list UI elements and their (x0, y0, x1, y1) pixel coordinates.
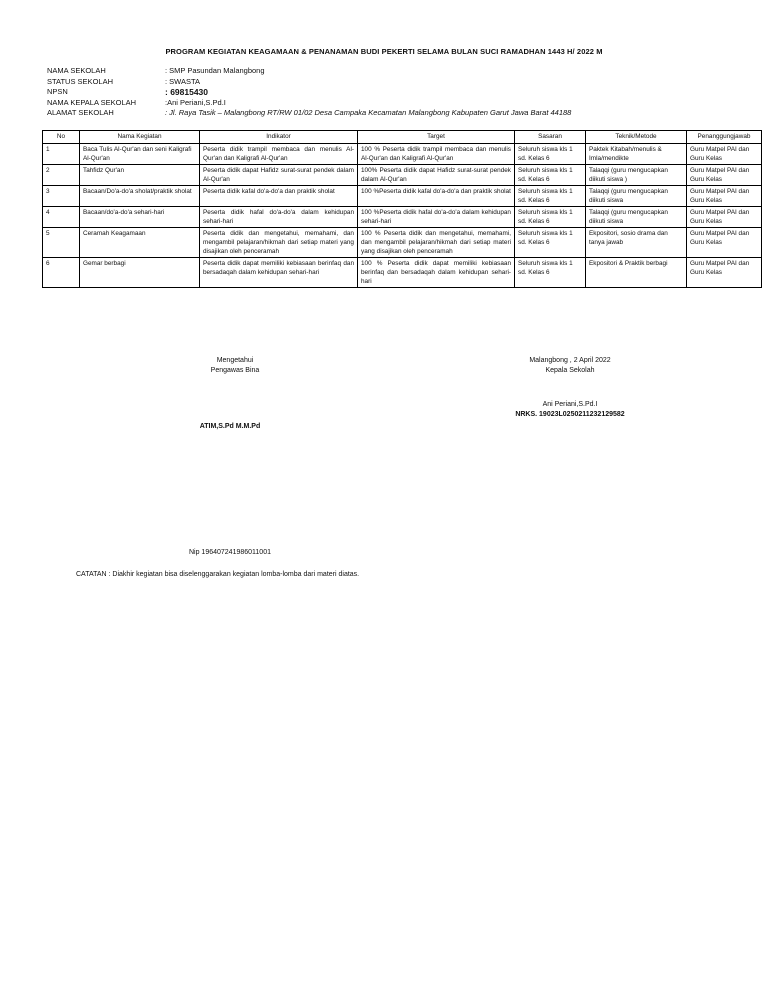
cell-no: 3 (43, 186, 80, 207)
cell-audience: Seluruh siswa kls 1 sd. Kelas 6 (515, 258, 586, 288)
cell-activity: Gemar berbagi (80, 258, 200, 288)
document-title: PROGRAM KEGIATAN KEAGAMAAN & PENANAMAN BUDI PEKERTI SELAMA BULAN SUCI RAMADHAN 1443 H/ 2022 M (165, 47, 603, 56)
cell-responsible: Guru Matpel PAI dan Guru Kelas (687, 165, 762, 186)
cell-indicator: Peserta didik dan mengetahui, memahami, dan mengambil pelajaran/hikmah dari setiap materi yang disajikan oleh penceramah (200, 228, 358, 258)
info-label: NPSN (47, 87, 68, 96)
cell-audience: Seluruh siswa kls 1 sd. Kelas 6 (515, 186, 586, 207)
table-row (43, 228, 762, 258)
cell-method: Ekpositori, sosio drama dan tanya jawab (586, 228, 687, 258)
info-row-principal (47, 98, 571, 109)
cell-activity: Baca Tulis Al-Qur'an dan seni Kaligrafi Al-Qur'an (80, 144, 200, 165)
info-value: : SMP Pasundan Malangbong (165, 66, 265, 75)
column-header: Target (358, 131, 515, 144)
cell-target: 100 % Peserta didik trampil membaca dan menulis Al-Qur'an dan Kaligrafi Al-Qur'an (358, 144, 515, 165)
cell-indicator: Peserta didik hafal do'a-do'a dalam kehidupan sehari-hari (200, 207, 358, 228)
table-row (43, 165, 762, 186)
sign-place-date: Malangbong , 2 April 2022 (529, 357, 611, 364)
supervisor-acknowledgement: Mengetahui (216, 357, 254, 364)
cell-responsible: Guru Matpel PAI dan Guru Kelas (687, 144, 762, 165)
cell-activity: Ceramah Keagamaan (80, 228, 200, 258)
cell-no: 5 (43, 228, 80, 258)
cell-target: 100 % Peserta didik dapat memiliki kebiasaan berinfaq dan bersadaqah dalam kehidupan sehari-hari (358, 258, 515, 288)
info-value: :Ani Periani,S.Pd.I (165, 97, 226, 107)
cell-no: 1 (43, 144, 80, 165)
supervisor-nip: Nip 196407241986011001 (188, 549, 271, 556)
principal-title: Kepala Sekolah (545, 367, 595, 374)
cell-target: 100 %Peserta didik hafal do'a-do'a dalam kehidupan sehari-hari (358, 207, 515, 228)
info-value: : SWASTA (165, 76, 201, 86)
cell-activity: Bacaan/do'a-do'a sehari-hari (80, 207, 200, 228)
cell-responsible: Guru Matpel PAI dan Guru Kelas (687, 228, 762, 258)
cell-responsible: Guru Matpel PAI dan Guru Kelas (687, 186, 762, 207)
info-label: ALAMAT SEKOLAH (47, 108, 114, 117)
column-header: Penanggungjawab (687, 131, 762, 144)
cell-method: Talaqqi (guru mengucapkan diikuti siswa ) (586, 165, 687, 186)
cell-no: 4 (43, 207, 80, 228)
info-value: : Jl. Raya Tasik – Malangbong RT/RW 01/02 Desa Campaka Kecamatan Malangbong Kabupaten Garut Jawa Barat 44188 (165, 108, 572, 117)
cell-no: 2 (43, 165, 80, 186)
cell-indicator: Peserta didik dapat memiliki kebiasaan berinfaq dan bersadaqah dalam kehidupan sehari-hari (200, 258, 358, 288)
cell-audience: Seluruh siswa kls 1 sd. Kelas 6 (515, 228, 586, 258)
column-header: Indikator (200, 131, 358, 144)
info-label: NAMA SEKOLAH (47, 66, 106, 75)
cell-audience: Seluruh siswa kls 1 sd. Kelas 6 (515, 165, 586, 186)
supervisor-title: Pengawas Bina (210, 367, 260, 374)
info-row-npsn (47, 87, 571, 98)
cell-method: Talaqqi (guru mengucapkan diikuti siswa (586, 186, 687, 207)
column-header: Nama Kegiatan (80, 131, 200, 144)
principal-nrks: NRKS. 19023L0250211232129582 (515, 411, 625, 418)
footnote: CATATAN : Diakhir kegiatan bisa diselenggarakan kegiatan lomba-lomba dari materi diatas. (76, 571, 360, 578)
cell-indicator: Peserta didik trampil membaca dan menulis Al-Qur'an dan Kaligrafi Al-Qur'an (200, 144, 358, 165)
cell-no: 6 (43, 258, 80, 288)
cell-method: Ekpositori & Praktik berbagi (586, 258, 687, 288)
program-table (42, 130, 762, 288)
supervisor-name: ATIM,S.Pd M.M.Pd (199, 423, 261, 430)
cell-responsible: Guru Matpel PAI dan Guru Kelas (687, 258, 762, 288)
table-row (43, 186, 762, 207)
table-row (43, 258, 762, 288)
cell-target: 100 % Peserta didik dan mengetahui, memahami, dan mengambil pelajaran/hikmah dari setiap materi yang disajikan oleh penceramah (358, 228, 515, 258)
table-row (43, 144, 762, 165)
school-info (47, 66, 571, 119)
cell-method: Talaqqi (guru mengucapkan diikuti siswa (586, 207, 687, 228)
info-row-address (47, 108, 571, 119)
cell-responsible: Guru Matpel PAI dan Guru Kelas (687, 207, 762, 228)
cell-target: 100 %Peserta didik kafal do'a-do'a dan praktik sholat (358, 186, 515, 207)
info-label: NAMA KEPALA SEKOLAH (47, 97, 137, 107)
principal-name: Ani Periani,S.Pd.I (542, 401, 598, 408)
cell-audience: Seluruh siswa kls 1 sd. Kelas 6 (515, 144, 586, 165)
column-header: No (43, 131, 80, 144)
cell-indicator: Peserta didik kafal do'a-do'a dan praktik sholat (200, 186, 358, 207)
info-value: : 69815430 (165, 87, 209, 97)
table-header-row (43, 131, 762, 144)
cell-target: 100% Peserta didik dapat Hafidz surat-surat pendek dalam Al-Qur'an (358, 165, 515, 186)
cell-activity: Bacaan/Do'a-do'a sholat/praktik sholat (80, 186, 200, 207)
info-row-school-name (47, 66, 571, 77)
cell-audience: Seluruh siswa kls 1 sd. Kelas 6 (515, 207, 586, 228)
info-row-status (47, 77, 571, 88)
column-header: Sasaran (515, 131, 586, 144)
cell-indicator: Peserta didik dapat Hafidz surat-surat pendek dalam Al-Qur'an (200, 165, 358, 186)
cell-method: Paktek Kitabah/menulis & Imla/mendikte (586, 144, 687, 165)
cell-activity: Tahfidz Qur'an (80, 165, 200, 186)
column-header: Teknik/Metode (586, 131, 687, 144)
info-label: STATUS SEKOLAH (47, 76, 113, 86)
table-row (43, 207, 762, 228)
